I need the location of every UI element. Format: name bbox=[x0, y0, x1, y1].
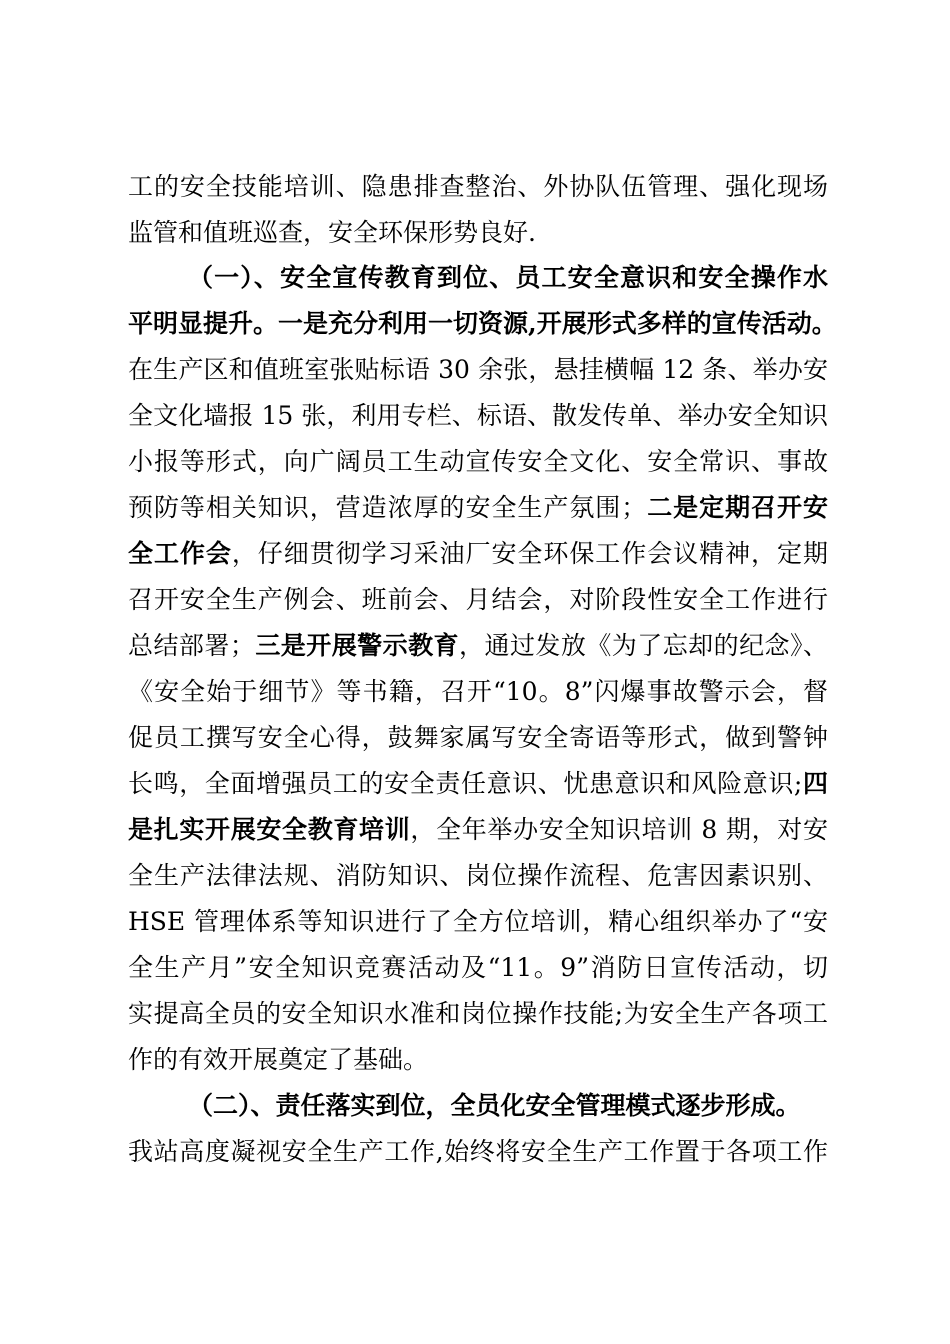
paragraph-line: 在生产区和值班室张贴标语 30 余张，悬挂横幅 12 条、举办安 bbox=[128, 355, 828, 384]
paragraph-line: 实提高全员的安全知识水准和岗位操作技能;为安全生产各项工 bbox=[128, 999, 828, 1028]
section-heading-2: （二）、责任落实到位，全员化安全管理模式逐步形成。 bbox=[188, 1091, 801, 1120]
paragraph-line: 预防等相关知识，营造浓厚的安全生产氛围；二是定期召开安 bbox=[128, 493, 828, 522]
paragraph-line: 是扎实开展安全教育培训，全年举办安全知识培训 8 期，对安 bbox=[128, 815, 828, 844]
paragraph-line: 全生产法律法规、消防知识、岗位操作流程、危害因素识别、 bbox=[128, 861, 828, 890]
paragraph-line: 总结部署；三是开展警示教育，通过发放《为了忘却的纪念》、 bbox=[128, 631, 828, 660]
paragraph-line: 作的有效开展奠定了基础。 bbox=[128, 1045, 429, 1074]
paragraph-line: HSE 管理体系等知识进行了全方位培训，精心组织举办了“安 bbox=[128, 907, 828, 936]
paragraph-line: 全工作会，仔细贯彻学习采油厂安全环保工作会议精神，定期 bbox=[128, 539, 828, 568]
section-heading-1-cont: 平明显提升。一是充分利用一切资源,开展形式多样的宣传活动。 bbox=[128, 309, 837, 338]
paragraph-line: 我站高度凝视安全生产工作,始终将安全生产工作置于各项工作 bbox=[128, 1137, 828, 1166]
paragraph-line: 召开安全生产例会、班前会、月结会，对阶段性安全工作进行 bbox=[128, 585, 828, 614]
paragraph-line: 全生产月”安全知识竞赛活动及“11。9”消防日宣传活动，切 bbox=[128, 953, 828, 982]
paragraph-line: 《安全始于细节》等书籍，召开“10。8”闪爆事故警示会，督 bbox=[128, 677, 828, 706]
paragraph-line: 监管和值班巡查，安全环保形势良好. bbox=[128, 218, 536, 247]
paragraph-line: 工的安全技能培训、隐患排查整治、外协队伍管理、强化现场 bbox=[128, 172, 828, 201]
paragraph-line: 促员工撰写安全心得，鼓舞家属写安全寄语等形式，做到警钟 bbox=[128, 723, 828, 752]
paragraph-line: 长鸣，全面增强员工的安全责任意识、忧患意识和风险意识;四 bbox=[128, 769, 828, 798]
paragraph-line: 全文化墙报 15 张，利用专栏、标语、散发传单、举办安全知识 bbox=[128, 401, 828, 430]
paragraph-line: 小报等形式，向广阔员工生动宣传安全文化、安全常识、事故 bbox=[128, 447, 828, 476]
section-heading-1: （一）、安全宣传教育到位、员工安全意识和安全操作水 bbox=[188, 263, 828, 292]
